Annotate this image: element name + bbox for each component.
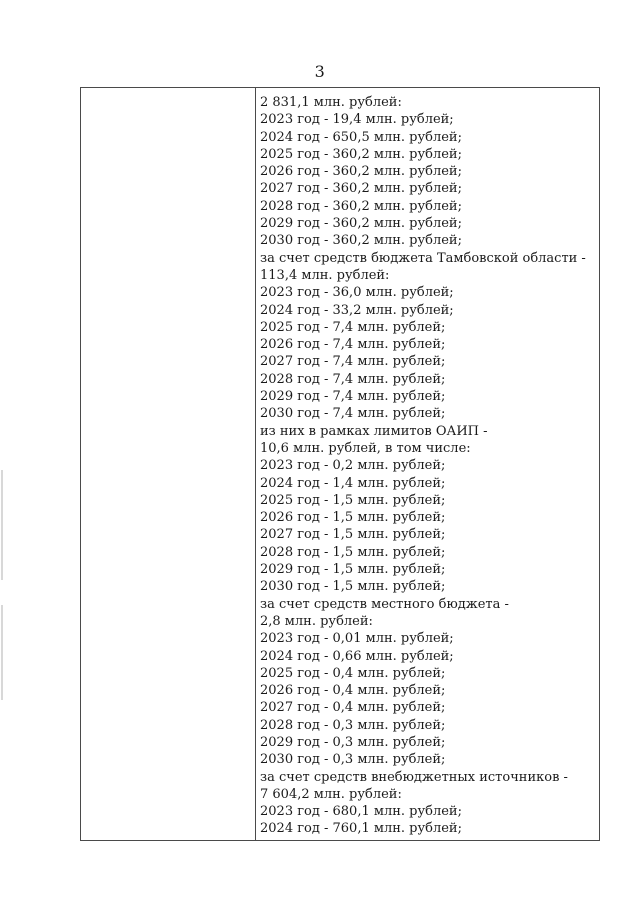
funding-line: 2025 год - 1,5 млн. рублей; [260, 492, 446, 508]
funding-line: 2024 год - 33,2 млн. рублей; [260, 302, 454, 318]
table-right-cell [256, 88, 599, 840]
funding-line: 2024 год - 650,5 млн. рублей; [260, 129, 462, 145]
funding-line: за счет средств местного бюджета - [260, 596, 509, 612]
funding-line: 10,6 млн. рублей, в том числе: [260, 440, 471, 456]
funding-line: 2030 год - 0,3 млн. рублей; [260, 752, 446, 768]
funding-line: 2026 год - 7,4 млн. рублей; [260, 337, 446, 353]
funding-line: из них в рамках лимитов ОАИП - [260, 423, 488, 439]
scan-margin-mark [1, 470, 3, 580]
funding-line: 2028 год - 7,4 млн. рублей; [260, 371, 446, 387]
funding-line: 2023 год - 36,0 млн. рублей; [260, 285, 454, 301]
funding-line: 2025 год - 0,4 млн. рублей; [260, 665, 446, 681]
funding-line: за счет средств внебюджетных источников - [260, 769, 568, 785]
funding-line: 113,4 млн. рублей: [260, 267, 390, 283]
funding-line: 2027 год - 0,4 млн. рублей; [260, 700, 446, 716]
funding-line: 2027 год - 360,2 млн. рублей; [260, 181, 462, 197]
funding-line: 2028 год - 0,3 млн. рублей; [260, 717, 446, 733]
funding-line: 2023 год - 0,01 млн. рублей; [260, 631, 454, 647]
funding-table [80, 87, 600, 841]
funding-line: 2023 год - 680,1 млн. рублей; [260, 804, 462, 820]
funding-line: 2029 год - 1,5 млн. рублей; [260, 562, 446, 578]
funding-line: 2029 год - 7,4 млн. рублей; [260, 389, 446, 405]
funding-line: 2026 год - 0,4 млн. рублей; [260, 683, 446, 699]
funding-line: за счет средств бюджета Тамбовской области - [260, 250, 586, 266]
funding-line: 2023 год - 0,2 млн. рублей; [260, 458, 446, 474]
funding-line: 2026 год - 360,2 млн. рублей; [260, 164, 462, 180]
funding-line: 2028 год - 1,5 млн. рублей; [260, 544, 446, 560]
funding-line: 2023 год - 19,4 млн. рублей; [260, 112, 454, 128]
funding-line: 2024 год - 760,1 млн. рублей; [260, 821, 462, 837]
funding-line: 2027 год - 7,4 млн. рублей; [260, 354, 446, 370]
table-left-cell [81, 88, 256, 840]
funding-line: 2 831,1 млн. рублей: [260, 95, 402, 110]
page-number: 3 [314, 62, 326, 81]
funding-line: 2027 год - 1,5 млн. рублей; [260, 527, 446, 543]
funding-line: 2030 год - 360,2 млн. рублей; [260, 233, 462, 249]
funding-line: 2028 год - 360,2 млн. рублей; [260, 198, 462, 214]
funding-line: 2026 год - 1,5 млн. рублей; [260, 510, 446, 526]
funding-line: 2,8 млн. рублей: [260, 613, 373, 629]
funding-line: 2029 год - 360,2 млн. рублей; [260, 216, 462, 232]
funding-line: 2024 год - 0,66 млн. рублей; [260, 648, 454, 664]
funding-line: 2025 год - 7,4 млн. рублей; [260, 319, 446, 335]
scan-margin-mark [1, 605, 3, 700]
funding-line: 7 604,2 млн. рублей: [260, 786, 402, 802]
funding-line: 2030 год - 1,5 млн. рублей; [260, 579, 446, 595]
funding-line: 2024 год - 1,4 млн. рублей; [260, 475, 446, 491]
funding-line: 2025 год - 360,2 млн. рублей; [260, 146, 462, 162]
funding-line: 2029 год - 0,3 млн. рублей; [260, 734, 446, 750]
funding-line: 2030 год - 7,4 млн. рублей; [260, 406, 446, 422]
